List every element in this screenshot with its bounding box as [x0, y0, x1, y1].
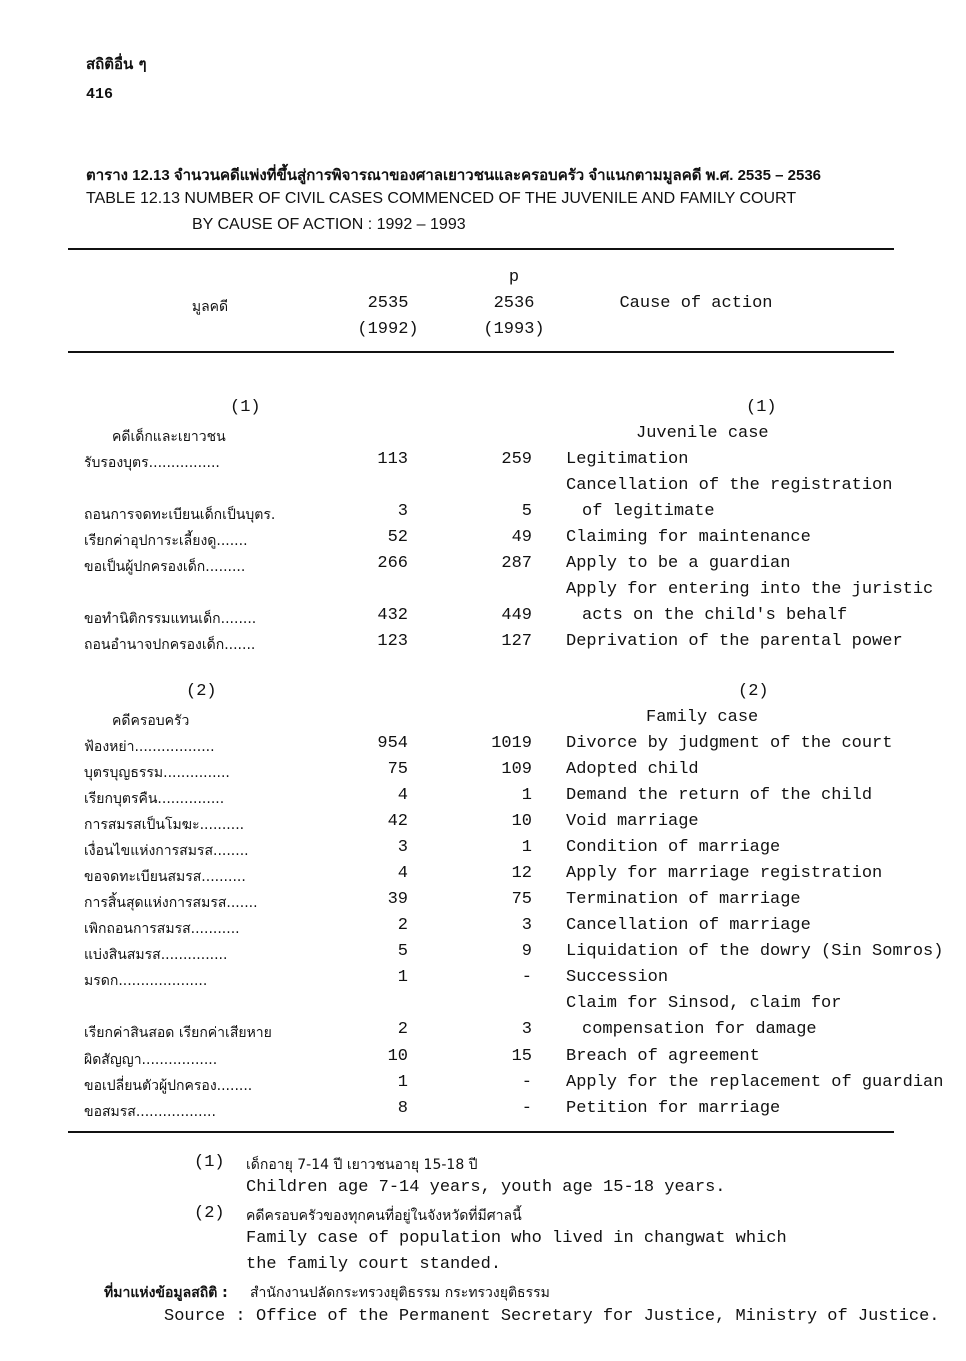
row-value-2535: 113 [377, 450, 408, 469]
footnote-en-cont: the family court standed. [246, 1255, 502, 1274]
row-cause-en: Apply for marriage registration [566, 864, 883, 883]
row-value-2535: 5 [397, 942, 408, 961]
table-top-rule [68, 248, 894, 250]
column-header-cause-en: Cause of action [619, 294, 773, 313]
row-value-2535: 1 [397, 1073, 408, 1092]
table-row [0, 450, 966, 476]
row-cause-en: Liquidation of the dowry (Sin Somros) [566, 942, 944, 961]
row-thai-label: รับรองบุตร................ [84, 455, 220, 471]
row-value-2535: 2 [397, 916, 408, 935]
row-cause-en: Divorce by judgment of the court [566, 734, 893, 753]
row-value-2536: 10 [511, 812, 532, 831]
row-value-2536: 15 [511, 1047, 532, 1066]
row-thai-label: ฟ้องหย่า.................. [84, 739, 215, 755]
row-value-2536: 75 [511, 890, 532, 909]
row-thai-label: เรียกบุตรคืน............... [84, 791, 225, 807]
row-value-2535: 432 [377, 606, 408, 625]
table-row-continuation [0, 580, 966, 606]
row-value-2536: 49 [511, 528, 532, 547]
row-value-2535: 10 [387, 1047, 408, 1066]
table-row [0, 606, 966, 632]
row-value-2535: 4 [397, 864, 408, 883]
row-value-2536: 3 [521, 1020, 532, 1039]
footnote-thai: คดีครอบครัวของทุกคนที่อยู่ในจังหวัดที่มีศาลนี้ [246, 1208, 522, 1224]
source-label-thai: ที่มาแห่งข้อมูลสถิติ : [104, 1285, 228, 1301]
section-title-en: Juvenile case [636, 424, 769, 443]
table-row [0, 632, 966, 658]
row-cause-en: Apply to be a guardian [566, 554, 791, 573]
header-bottom-rule [68, 351, 894, 353]
row-thai-label: ขอจดทะเบียนสมรส.......... [84, 869, 246, 885]
row-thai-label: ผิดสัญญา................. [84, 1052, 218, 1068]
row-cause-en: Apply for entering into the juristic [566, 580, 934, 599]
row-cause-en-cont: acts on the child's behalf [582, 606, 848, 625]
row-thai-label: การสิ้นสุดแห่งการสมรส....... [84, 895, 258, 911]
table-row [0, 1047, 966, 1073]
row-thai-label: ขอเป็นผู้ปกครองเด็ก......... [84, 559, 246, 575]
source-value-thai: สำนักงานปลัดกระทรวงยุติธรรม กระทรวงยุติธรรม [250, 1285, 550, 1301]
table-row [0, 942, 966, 968]
row-thai-label: ถอนอำนาจปกครองเด็ก....... [84, 637, 256, 653]
section-title-en: Family case [646, 708, 759, 727]
row-value-2536: 127 [501, 632, 532, 651]
row-value-2536: - [521, 1073, 532, 1092]
row-value-2535: 39 [387, 890, 408, 909]
row-cause-en: Breach of agreement [566, 1047, 760, 1066]
table-title-en-line2: BY CAUSE OF ACTION : 1992 – 1993 [192, 216, 466, 233]
row-value-2536: 9 [521, 942, 532, 961]
column-header-year1: 2535 [367, 294, 409, 313]
table-row [0, 1020, 966, 1046]
table-title-en-line1: TABLE 12.13 NUMBER OF CIVIL CASES COMMENCED OF THE JUVENILE AND FAMILY COURT [86, 190, 797, 207]
row-cause-en: Void marriage [566, 812, 699, 831]
row-cause-en: Claim for Sinsod, claim for [566, 994, 842, 1013]
table-row-continuation [0, 476, 966, 502]
page-number: 416 [86, 86, 114, 103]
row-thai-label: เรียกค่าอุปการะเลี้ยงดู....... [84, 533, 248, 549]
table-row [0, 1099, 966, 1125]
row-value-2536: 3 [521, 916, 532, 935]
row-value-2536: - [521, 1099, 532, 1118]
row-thai-label: การสมรสเป็นโมฆะ.......... [84, 817, 245, 833]
section-number-thai: (1) [230, 398, 261, 417]
table-row [0, 916, 966, 942]
section-label: สถิติอื่น ๆ [86, 55, 147, 73]
table-row [0, 786, 966, 812]
footnote-en: Children age 7-14 years, youth age 15-18 years. [246, 1178, 726, 1197]
row-thai-label: ขอเปลี่ยนตัวผู้ปกครอง........ [84, 1078, 253, 1094]
table-bottom-rule [68, 1131, 894, 1133]
row-thai-label: ขอทำนิติกรรมแทนเด็ก........ [84, 611, 257, 627]
table-row-continuation [0, 994, 966, 1020]
row-value-2535: 3 [397, 838, 408, 857]
row-value-2536: 109 [501, 760, 532, 779]
row-value-2535: 8 [397, 1099, 408, 1118]
table-row [0, 528, 966, 554]
footnote-number: (2) [194, 1204, 225, 1223]
row-value-2536: - [521, 968, 532, 987]
row-value-2535: 42 [387, 812, 408, 831]
row-thai-label: เพิกถอนการสมรส........... [84, 921, 240, 937]
table-row [0, 734, 966, 760]
row-thai-label: ขอสมรส.................. [84, 1104, 216, 1120]
row-cause-en: Succession [566, 968, 669, 987]
table-row [0, 502, 966, 528]
row-cause-en: Apply for the replacement of guardian [566, 1073, 944, 1092]
row-cause-en: Condition of marriage [566, 838, 781, 857]
row-thai-label: มรดก.................... [84, 973, 208, 989]
row-thai-label: เงื่อนไขแห่งการสมรส........ [84, 843, 249, 859]
row-value-2536: 5 [521, 502, 532, 521]
row-value-2536: 1 [521, 838, 532, 857]
table-row [0, 812, 966, 838]
row-cause-en: Legitimation [566, 450, 689, 469]
row-cause-en-cont: of legitimate [582, 502, 715, 521]
row-value-2535: 954 [377, 734, 408, 753]
table-row [0, 838, 966, 864]
row-thai-label: แบ่งสินสมรส............... [84, 947, 228, 963]
footnote-number: (1) [194, 1153, 225, 1172]
section-number-en: (1) [746, 398, 777, 417]
row-cause-en: Cancellation of the registration [566, 476, 893, 495]
table-row [0, 760, 966, 786]
row-value-2535: 1 [397, 968, 408, 987]
source-label-en: Source : [164, 1307, 246, 1326]
row-value-2535: 4 [397, 786, 408, 805]
row-cause-en: Cancellation of marriage [566, 916, 811, 935]
row-cause-en: Deprivation of the parental power [566, 632, 903, 651]
source-value-en: Office of the Permanent Secretary for Justice, Ministry of Justice. [256, 1307, 940, 1326]
row-value-2535: 52 [387, 528, 408, 547]
row-value-2535: 3 [397, 502, 408, 521]
row-value-2535: 2 [397, 1020, 408, 1039]
row-cause-en-cont: compensation for damage [582, 1020, 817, 1039]
row-thai-label: ถอนการจดทะเบียนเด็กเป็นบุตร. [84, 507, 276, 523]
row-value-2536: 449 [501, 606, 532, 625]
row-cause-en: Petition for marriage [566, 1099, 781, 1118]
table-row [0, 864, 966, 890]
column-header-year2: 2536 [493, 294, 535, 313]
row-value-2536: 1 [521, 786, 532, 805]
row-value-2535: 123 [377, 632, 408, 651]
row-value-2536: 1019 [491, 734, 532, 753]
footnote-thai: เด็กอายุ 7-14 ปี เยาวชนอายุ 15-18 ปี [246, 1157, 478, 1173]
table-title-thai: ตาราง 12.13 จำนวนคดีแพ่งที่ขึ้นสู่การพิจารณาของศาลเยาวชนและครอบครัว จำแนกตามมูลคดี พ.ศ. 2535 – 2536 [86, 167, 821, 184]
table-row [0, 554, 966, 580]
row-cause-en: Demand the return of the child [566, 786, 873, 805]
row-thai-label: บุตรบุญธรรม............... [84, 765, 230, 781]
table-row [0, 968, 966, 994]
column-header-thai-cause: มูลคดี [191, 299, 229, 315]
row-cause-en: Adopted child [566, 760, 699, 779]
table-row [0, 890, 966, 916]
row-value-2536: 259 [501, 450, 532, 469]
row-cause-en: Termination of marriage [566, 890, 801, 909]
column-header-year2-ad: (1993) [483, 320, 545, 339]
table-row [0, 1073, 966, 1099]
section-title-thai: คดีเด็กและเยาวชน [112, 429, 226, 445]
section-number-en: (2) [738, 682, 769, 701]
row-value-2536: 287 [501, 554, 532, 573]
row-value-2535: 75 [387, 760, 408, 779]
footnote-en: Family case of population who lived in changwat which [246, 1229, 787, 1248]
row-cause-en: Claiming for maintenance [566, 528, 811, 547]
row-value-2535: 266 [377, 554, 408, 573]
column-header-year1-ad: (1992) [357, 320, 419, 339]
section-title-thai: คดีครอบครัว [112, 713, 190, 729]
row-value-2536: 12 [511, 864, 532, 883]
row-thai-label: เรียกค่าสินสอด เรียกค่าเสียหาย [84, 1025, 272, 1041]
section-number-thai: (2) [186, 682, 217, 701]
column-header-preliminary-mark: p [508, 268, 520, 287]
